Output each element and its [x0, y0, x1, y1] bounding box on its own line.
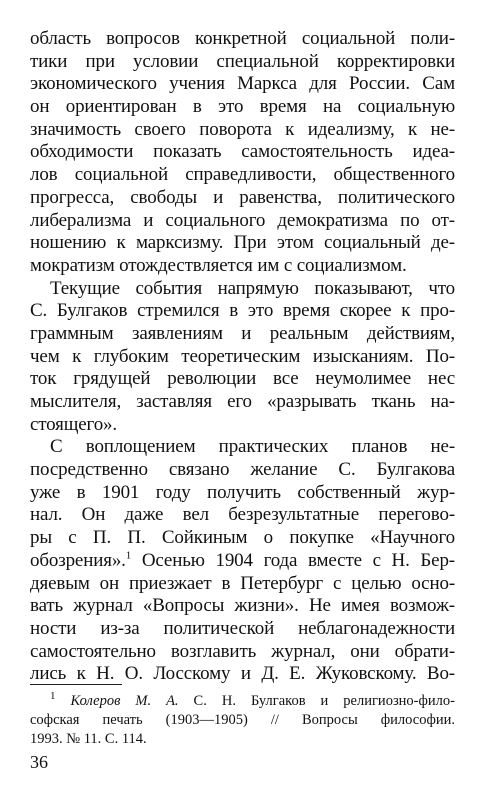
body-text-segment: обозрения».: [30, 549, 126, 571]
footnote-line: 1993. № 11. С. 114.: [30, 731, 147, 747]
body-text-segment: Осенью 1904 года вместе с Н. Бер-: [131, 549, 455, 571]
body-line: нал. Он даже вел безрезультатные перегово-: [30, 504, 455, 526]
body-line: посредственно связано желание С. Булгакова: [30, 459, 455, 481]
footnote-reference-mark: 1: [125, 549, 132, 562]
footnote-mark: 1: [50, 690, 56, 703]
body-line: вать журнал «Вопросы жизни». Не имея возмож-: [30, 595, 455, 617]
body-line-with-note: [30, 550, 455, 573]
body-line: ности из-за политической неблагонадежности: [30, 617, 455, 639]
body-line: он ориентирован в это время на социальную: [30, 96, 455, 118]
footnote-separator: [30, 684, 122, 685]
body-line: граммным заявлениям и реальным действиям,: [30, 322, 455, 344]
body-line: экономического учения Маркса для России. Сам: [30, 73, 455, 95]
body-line: уже в 1901 году получить собственный жур-: [30, 481, 455, 503]
body-line: значимость своего поворота к идеализму, к не-: [30, 118, 455, 140]
footnote-line: софская печать (1903—1905) // Вопросы философии.: [30, 712, 455, 728]
body-line: мыслителя, заставляя его «разрывать ткань на-: [30, 391, 455, 412]
body-line: самостоятельно возглавить журнал, они обрати-: [30, 640, 455, 662]
body-line: прогресса, свободы и равенства, политического: [30, 186, 455, 208]
body-line: ток грядущей революции все неумолимее нес: [30, 368, 455, 390]
footnote-author: Колеров М. А.: [70, 693, 179, 709]
body-line: ношению к марксизму. При этом социальный де-: [30, 232, 455, 254]
page-number: 36: [30, 752, 48, 772]
body-line: чем к глубоким теоретическим изысканиям. По-: [30, 345, 455, 367]
body-line: С. Булгаков стремился в это время скорее к про-: [30, 300, 455, 322]
paragraph-start-line: Текущие события напрямую показывают, что: [50, 277, 455, 299]
paragraph-end-line: стоящего».: [30, 413, 117, 435]
footnote: [30, 692, 455, 749]
body-line: либерализма и социального демократизма по от-: [30, 209, 455, 231]
paragraph-end-line: мократизм отождествляется им с социализмом.: [30, 254, 407, 276]
body-line: ры с П. П. Сойкиным о покупке «Научного: [30, 527, 455, 549]
body-line: область вопросов конкретной социальной поли-: [30, 28, 455, 49]
page-body: [30, 28, 455, 686]
body-line: дяевым он приезжает в Петербург с целью осно-: [30, 572, 455, 594]
body-line: обходимости показать самостоятельность идеа-: [30, 141, 455, 163]
body-line: тики при условии специальной корректировки: [30, 50, 455, 72]
body-line: лись к Н. О. Лосскому и Д. Е. Жуковскому. Во-: [30, 663, 455, 685]
footnote-line: [30, 692, 455, 711]
footnote-text: С. Н. Булгаков и религиозно-фило-: [178, 693, 455, 709]
paragraph-start-line: С воплощением практических планов не-: [50, 436, 455, 458]
body-line: лов социальной справедливости, общественного: [30, 164, 455, 186]
